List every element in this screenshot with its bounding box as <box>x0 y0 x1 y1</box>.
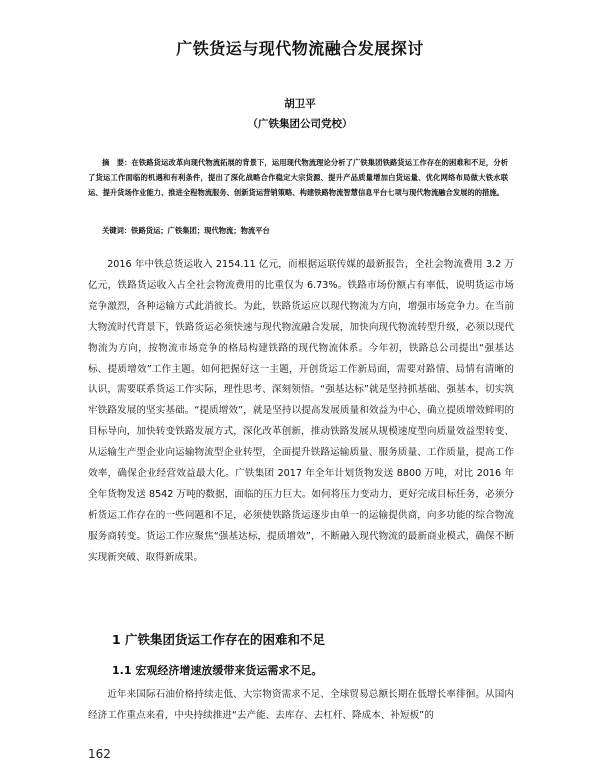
article-title: 广铁货运与现代物流融合发展探讨 <box>176 39 424 58</box>
keywords: 关键词：铁路货运；广铁集团；现代物流；物流平台 <box>102 226 270 235</box>
page-number: 162 <box>88 747 111 761</box>
author-affiliation: （广铁集团公司党校） <box>247 118 353 130</box>
section-heading: 1 广铁集团货运工作存在的困难和不足 <box>112 632 326 647</box>
body-paragraph: 2016 年中铁总货运收入 2154.11 亿元，而根据运联传媒的最新报告，全社会物流费用 3.2 万亿元，铁路货运收入占全社会物流费用的比重仅为 6.73%。铁路市场份额占有率低，说明货运市场竞争激烈，各种运输方式此消彼长。为此，铁路货运应以现代物流为方向，增强市场竞争力。在当前大物流时代背景下，铁路货运必须快速与现代物流融合发展，加快向现代物流转型升级，必须以现代物流为方向，按物流市场竞争的格局构建铁路的现代物流体系。今年初，铁路总公司提出“强基达标、提质增效”工作主题。如何把握好这一主题，开创货运工作新局面，需要对路情、局情有清晰的认识，需要联系货运工作实际，理性思考、深刻领悟。“强基达标”就是坚持抓基础、强基本，切实筑牢铁路发展的坚实基础。“提质增效”，就是坚持以提高发展质量和效益为中心，确立提质增效鲜明的目标导向，加快转变铁路发展方式，深化改革创新，推动铁路发展从规模速度型向质量效益型转变、从运输生产型企业向运输物流型企业转型，全面提升铁路运输质量、服务质量、工作质量，提高工作效率，确保企业经营效益最大化。广铁集团 2017 年全年计划货物发送 8800 万吨，对比 2016 年全年货物发送 8542 万吨的数据，面临的压力巨大。如何将压力变动力，更好完成目标任务，必须分析货运工作存在的一些问题和不足，必须使铁路货运逐步由单一的运输提供商，向多功能的综合物流服务商转变。货运工作应聚焦“强基达标，提质增效”，不断融入现代物流的最新商业模式，确保不断实现新突破、取得新成果。 <box>88 259 514 563</box>
subsection-heading: 1.1 宏观经济增速放缓带来货运需求不足。 <box>112 664 323 677</box>
author-name: 胡卫平 <box>284 98 316 110</box>
subsection-paragraph: 近年来国际石油价格持续走低、大宗物资需求不足、全球贸易总额长期在低增长率徘徊。从国内经济工作重点来看，中央持续推进“去产能、去库存、去杠杆、降成本、补短板”的 <box>88 689 514 721</box>
abstract: 摘 要：在铁路货运改革向现代物流拓展的背景下，运用现代物流理论分析了广铁集团铁路货运工作存在的困难和不足，分析了货运工作面临的机遇和有利条件，提出了深化战略合作稳定大宗货源、提升产品质量增加白货运量、优化网络布局做大铁水联运、提升货场作业能力、推进全程物流服务、创新货运营销策略、构建铁路物流智慧信息平台七项与现代物流融合发展的的措施。 <box>88 158 508 197</box>
